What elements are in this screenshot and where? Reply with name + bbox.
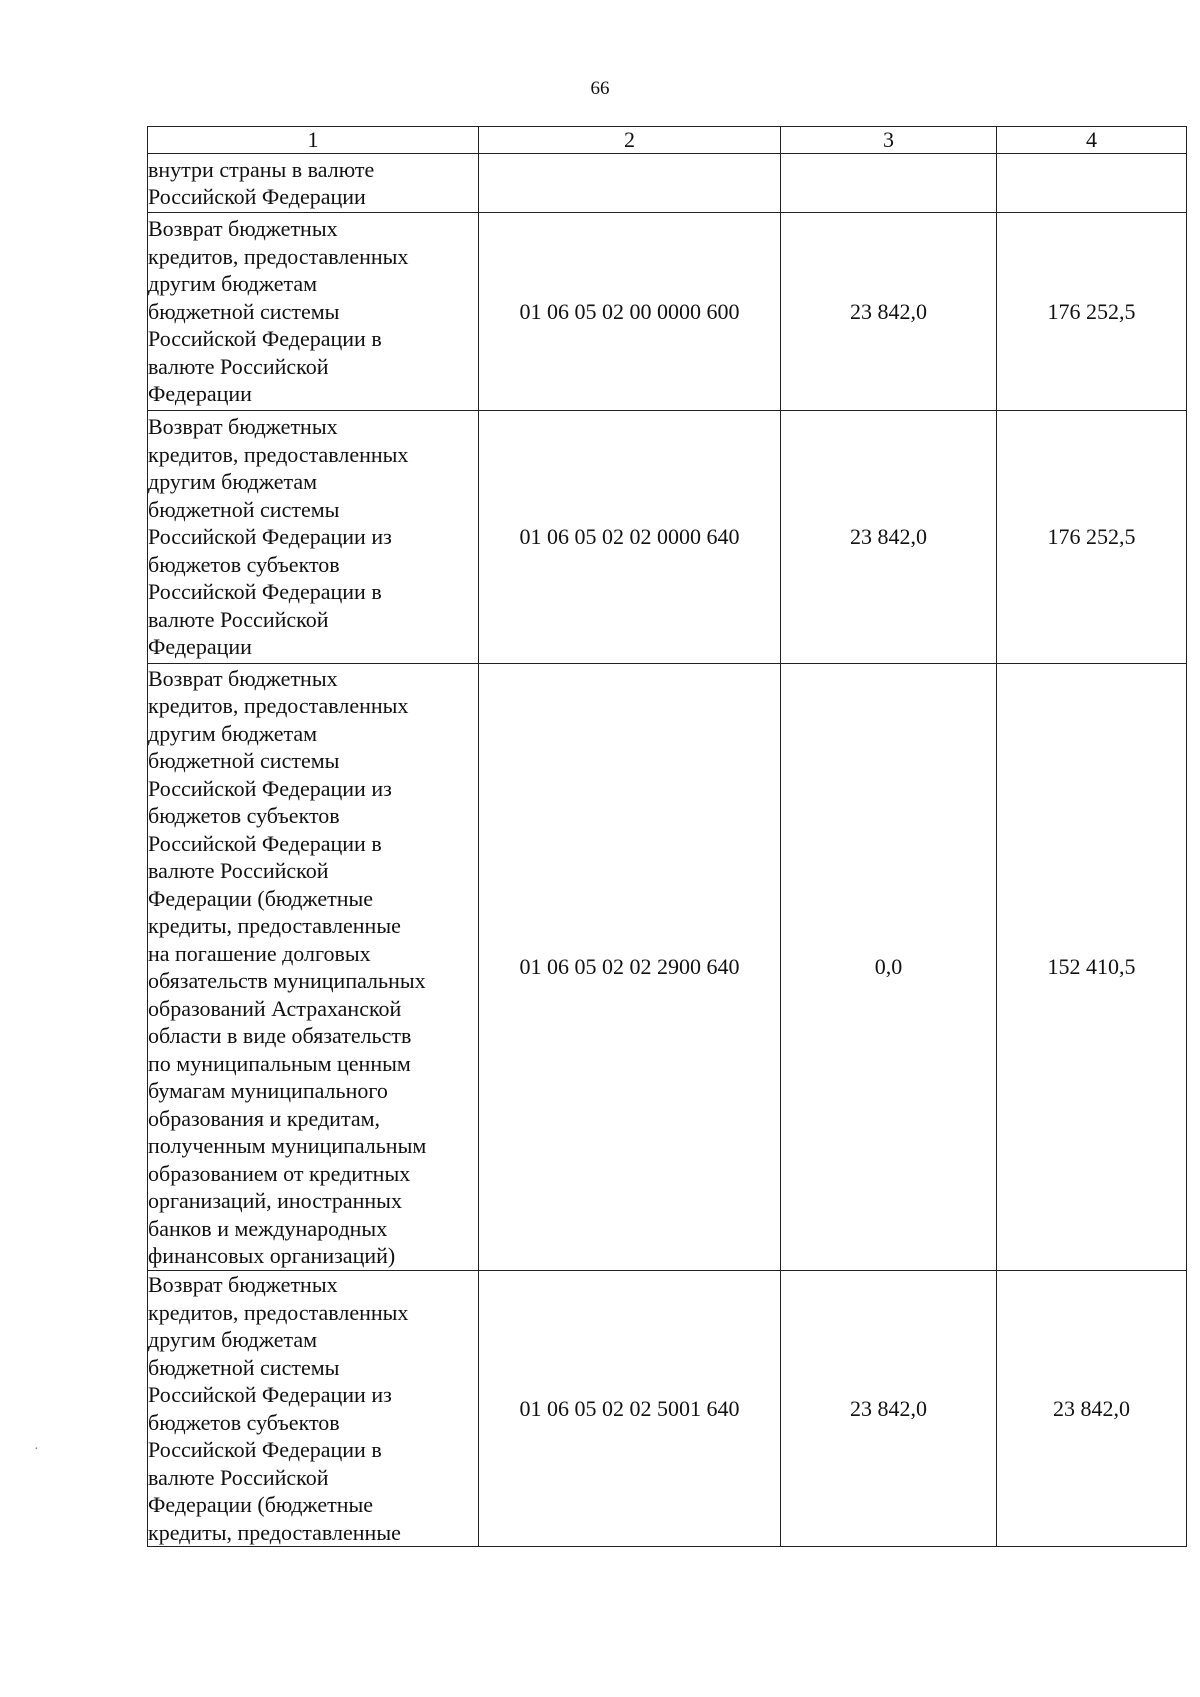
description-line: Возврат бюджетных <box>148 665 338 691</box>
description-cell <box>148 154 479 213</box>
header-cell-3: 3 <box>781 127 997 154</box>
table-row <box>148 213 1187 411</box>
scan-speck: · <box>34 1442 39 1457</box>
description-line: образованием от кредитных <box>148 1160 411 1186</box>
description-line: Российской Федерации в <box>148 326 382 352</box>
description-cell <box>148 213 479 411</box>
value-cell-3: 0,0 <box>781 664 997 1271</box>
description-line: Российской Федерации из <box>148 775 392 801</box>
description-line: валюте Российской <box>148 606 329 632</box>
description-line: образований Астраханской <box>148 995 402 1021</box>
description-line: валюте Российской <box>148 858 329 883</box>
value-cell-4 <box>997 154 1187 213</box>
header-row <box>148 127 1187 154</box>
description-line: бумагам муниципального <box>148 1078 388 1103</box>
description-line: валюте Российской <box>148 1464 329 1490</box>
description-line: Возврат бюджетных <box>148 414 338 440</box>
description-line: организаций, иностранных <box>148 1188 402 1213</box>
table-row <box>148 411 1187 664</box>
description-line: бюджетной системы <box>148 496 340 522</box>
description-line: области в виде обязательств <box>148 1023 412 1048</box>
description-line: другим бюджетам <box>148 1327 318 1352</box>
description-line: Российской Федерации <box>148 184 366 209</box>
code-cell: 01 06 05 02 02 5001 640 <box>479 1271 781 1547</box>
description-line: бюджетов субъектов <box>148 803 340 828</box>
description-line: другим бюджетам <box>148 271 318 297</box>
description-line: Федерации <box>148 381 252 407</box>
description-line: кредиты, предоставленные <box>148 1519 401 1545</box>
description-line: Федерации <box>148 634 252 660</box>
description-line: финансовых организаций) <box>148 1243 396 1268</box>
value-cell-3: 23 842,0 <box>781 1271 997 1547</box>
table-row <box>148 154 1187 213</box>
description-line: образования и кредитам, <box>148 1105 381 1131</box>
description-line: Российской Федерации из <box>148 524 392 550</box>
description-line: бюджетной системы <box>148 298 340 324</box>
description-line: бюджетной системы <box>148 748 340 773</box>
value-cell-3 <box>781 154 997 213</box>
value-cell-4: 23 842,0 <box>997 1271 1187 1547</box>
description-line: Российской Федерации в <box>148 579 382 605</box>
description-line: кредитов, предоставленных <box>148 243 409 269</box>
description-cell <box>148 664 479 1271</box>
budget-table <box>147 126 1187 1547</box>
description-line: на погашение долговых <box>148 940 371 966</box>
description-line: кредитов, предоставленных <box>148 1299 409 1325</box>
page-number: 66 <box>590 78 610 99</box>
description-line: Российской Федерации в <box>148 830 382 856</box>
description-cell <box>148 1271 479 1547</box>
description-cell <box>148 411 479 664</box>
code-cell: 01 06 05 02 00 0000 600 <box>479 213 781 411</box>
table-row <box>148 1271 1187 1547</box>
description-line: внутри страны в валюте <box>148 156 375 182</box>
description-line: Возврат бюджетных <box>148 1272 338 1297</box>
description-line: Федерации (бюджетные <box>148 1492 374 1517</box>
value-cell-3: 23 842,0 <box>781 411 997 664</box>
description-line: кредиты, предоставленные <box>148 913 401 938</box>
description-line: Российской Федерации из <box>148 1382 392 1407</box>
description-line: валюте Российской <box>148 353 329 379</box>
description-line: бюджетной системы <box>148 1354 340 1380</box>
description-line: бюджетов субъектов <box>148 1409 340 1435</box>
description-line: другим бюджетам <box>148 469 318 495</box>
description-line: бюджетов субъектов <box>148 551 340 577</box>
description-line: кредитов, предоставленных <box>148 693 409 718</box>
description-line: обязательств муниципальных <box>148 968 426 993</box>
description-line: полученным муниципальным <box>148 1133 427 1158</box>
description-line: Возврат бюджетных <box>148 216 338 242</box>
header-cell-2: 2 <box>479 127 781 154</box>
code-cell: 01 06 05 02 02 0000 640 <box>479 411 781 664</box>
value-cell-4: 176 252,5 <box>997 411 1187 664</box>
header-cell-4: 4 <box>997 127 1187 154</box>
description-line: банков и международных <box>148 1215 388 1241</box>
description-line: Федерации (бюджетные <box>148 885 374 911</box>
code-cell: 01 06 05 02 02 2900 640 <box>479 664 781 1271</box>
description-line: Российской Федерации в <box>148 1437 382 1462</box>
value-cell-4: 152 410,5 <box>997 664 1187 1271</box>
value-cell-4: 176 252,5 <box>997 213 1187 411</box>
header-cell-1: 1 <box>148 127 479 154</box>
description-line: кредитов, предоставленных <box>148 441 409 467</box>
code-cell <box>479 154 781 213</box>
table-row <box>148 664 1187 1271</box>
description-line: по муниципальным ценным <box>148 1050 411 1076</box>
value-cell-3: 23 842,0 <box>781 213 997 411</box>
description-line: другим бюджетам <box>148 720 318 746</box>
